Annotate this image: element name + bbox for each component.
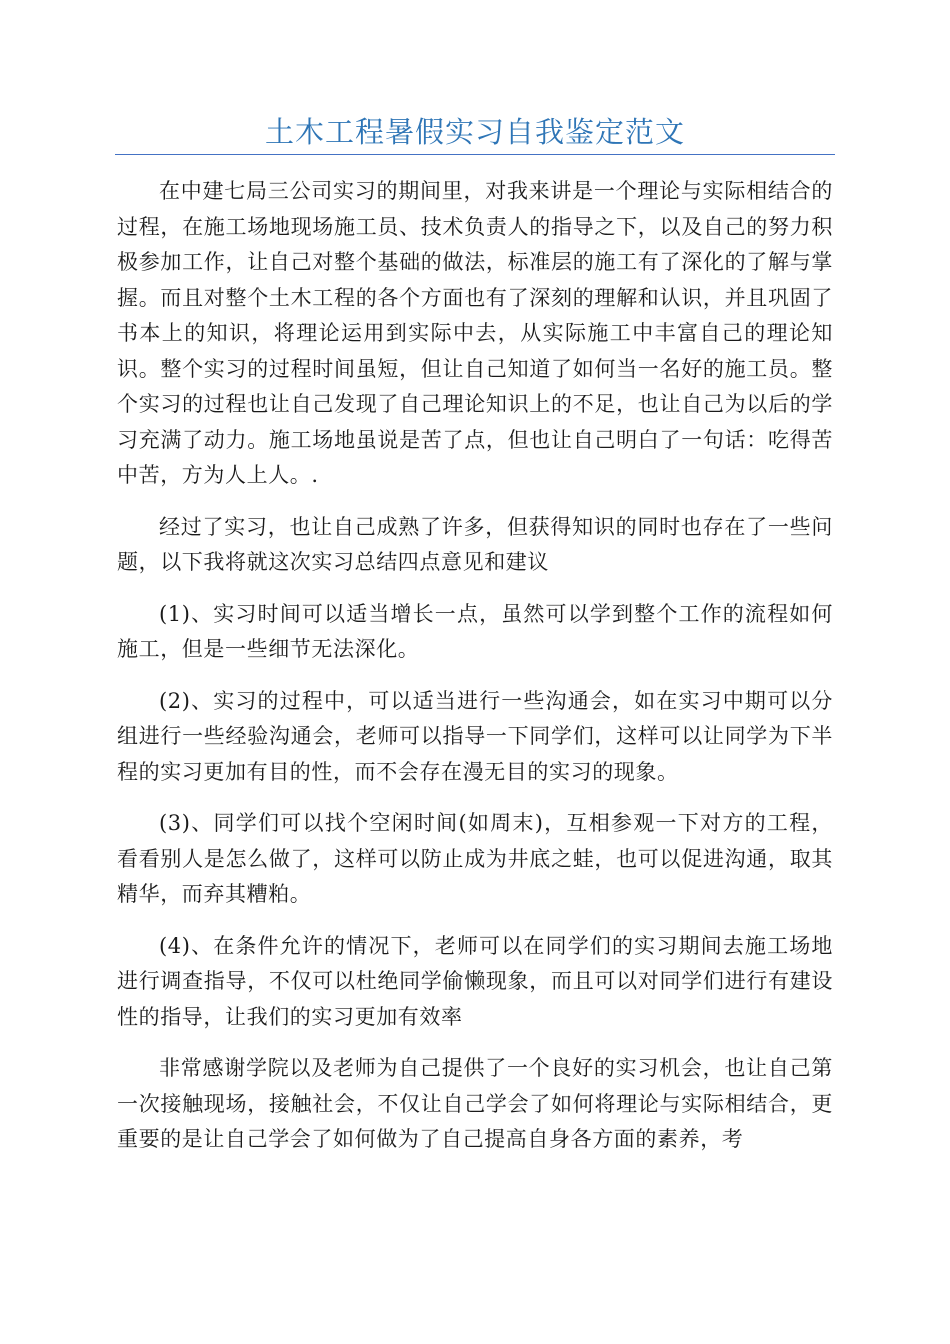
paragraph-suggestion-1: (1)、实习时间可以适当增长一点，虽然可以学到整个工作的流程如何施工，但是一些细节无法深化。	[117, 601, 833, 661]
document-body	[117, 174, 833, 1174]
title-underline	[115, 154, 835, 155]
paragraph-suggestion-4: (4)、在条件允许的情况下，老师可以在同学们的实习期间去施工场地进行调查指导，不仅可以杜绝同学偷懒现象，而且可以对同学们进行有建设性的指导，让我们的实习更加有效率	[117, 933, 833, 1029]
paragraph-suggestion-2: (2)、实习的过程中，可以适当进行一些沟通会，如在实习中期可以分组进行一些经验沟通会，老师可以指导一下同学们，这样可以让同学为下半程的实习更加有目的性，而不会存在漫无目的实习的现象。	[117, 688, 833, 784]
paragraph-intro: 在中建七局三公司实习的期间里，对我来讲是一个理论与实际相结合的过程，在施工场地现场施工员、技术负责人的指导之下，以及自己的努力积极参加工作，让自己对整个基础的做法，标准层的施工有了深化的了解与掌握。而且对整个土木工程的各个方面也有了深刻的理解和认识，并且巩固了书本上的知识，将理论运用到实际中去，从实际施工中丰富自己的理论知识。整个实习的过程时间虽短，但让自己知道了如何当一名好的施工员。整个实习的过程也让自己发现了自己理论知识上的不足，也让自己为以后的学习充满了动力。施工场地虽说是苦了点，但也让自己明白了一句话：吃得苦中苦，方为人上人。.	[117, 179, 833, 487]
document-title: 土木工程暑假实习自我鉴定范文	[264, 115, 685, 149]
paragraph-suggestions-intro: 经过了实习，也让自己成熟了许多，但获得知识的同时也存在了一些问题，以下我将就这次实习总结四点意见和建议	[117, 514, 833, 574]
paragraph-suggestion-3: (3)、同学们可以找个空闲时间(如周末)，互相参观一下对方的工程，看看别人是怎么做了，这样可以防止成为井底之蛙，也可以促进沟通，取其精华，而弃其糟粕。	[117, 811, 833, 906]
paragraph-thanks: 非常感谢学院以及老师为自己提供了一个良好的实习机会，也让自己第一次接触现场，接触社会，不仅让自己学会了如何将理论与实际相结合，更重要的是让自己学会了如何做为了自己提高自身各方面的素养，考	[117, 1056, 833, 1151]
